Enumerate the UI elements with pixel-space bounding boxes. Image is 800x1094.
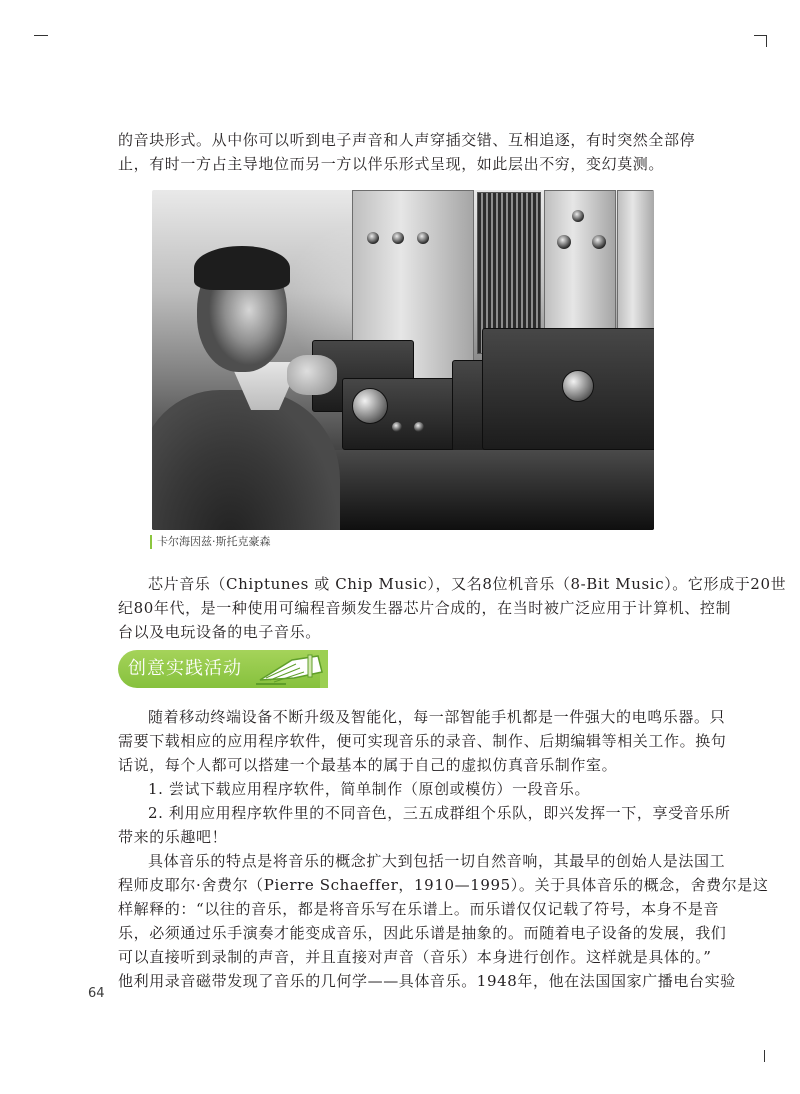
text-line: 需要下载相应的应用程序软件，便可实现音乐的录音、制作、后期编辑等相关工作。换句 [118,732,727,750]
text-line: 台以及电玩设备的电子音乐。 [118,623,321,641]
list-item-2: 2. 利用应用程序软件里的不同音色，三五成群组个乐队，即兴发挥一下，享受音乐所 [148,804,731,822]
text-line: 随着移动终端设备不断升级及智能化，每一部智能手机都是一件强大的电鸣乐器。只 [148,708,726,726]
equipment-knob [414,422,424,432]
music-score-icon [252,650,332,690]
text-line: 程师皮耶尔·舍费尔（Pierre Schaeffer，1910—1995）。关于具体音乐的概念，舍费尔是这 [118,876,769,894]
caption-marker [150,535,152,549]
text-line: 纪80年代，是一种使用可编程音频发生器芯片合成的，在当时被广泛应用于计算机、控制 [118,599,732,617]
paragraph-chiptunes [118,572,787,644]
paragraph-mobile [118,705,731,849]
equipment-rack [617,190,654,332]
equipment-knob [572,210,584,222]
crop-mark-top-right-vertical [766,35,767,47]
text-line: 样解释的：“以往的音乐，都是将音乐写在乐谱上。而乐谱仅仅记载了符号，本身不是音 [118,900,720,918]
text-line: 可以直接听到录制的声音，并且直接对声音（音乐）本身进行创作。这样就是具体的。” [118,948,712,966]
text-line: 的音块形式。从中你可以听到电子声音和人声穿插交错、互相追逐，有时突然全部停 [118,131,696,149]
equipment-knob [592,235,606,249]
meter-dial [352,388,388,424]
desk-surface [302,450,654,530]
meter-dial [562,370,594,402]
person-hand [287,355,337,395]
page-number: 64 [88,986,105,1001]
text-line: 他利用录音磁带发现了音乐的几何学——具体音乐。1948年，他在法国国家广播电台实验 [118,972,736,990]
text-line: 话说，每个人都可以搭建一个最基本的属于自己的虚拟仿真音乐制作室。 [118,756,618,774]
photo-stockhausen [152,190,654,530]
equipment-knob [557,235,571,249]
activity-title: 创意实践活动 [128,658,242,679]
crop-mark-bottom-right [764,1050,765,1062]
text-line: 具体音乐的特点是将音乐的概念扩大到包括一切自然音响，其最早的创始人是法国工 [148,852,726,870]
text-line: 止，有时一方占主导地位而另一方以伴乐形式呈现，如此层出不穷，变幻莫测。 [118,155,665,173]
crop-mark-top-left [34,35,48,36]
list-item-1: 1. 尝试下载应用程序软件，简单制作（原创或模仿）一段音乐。 [148,780,591,798]
list-item-2-cont: 带来的乐趣吧！ [118,828,228,846]
text-line: 芯片音乐（Chiptunes 或 Chip Music），又名8位机音乐（8-Bit Music）。它形成于20世 [148,575,787,593]
crop-mark-top-right [754,35,766,36]
equipment-knob [392,232,404,244]
text-line: 乐，必须通过乐手演奏才能变成音乐，因此乐谱是抽象的。而随着电子设备的发展，我们 [118,924,727,942]
paragraph-top [118,128,696,176]
person-hair [194,246,290,290]
equipment-knob [417,232,429,244]
paragraph-concrete-music [118,849,769,993]
equipment-knob [367,232,379,244]
equipment-knob [392,422,402,432]
figure-caption: 卡尔海因兹·斯托克豪森 [157,535,271,548]
